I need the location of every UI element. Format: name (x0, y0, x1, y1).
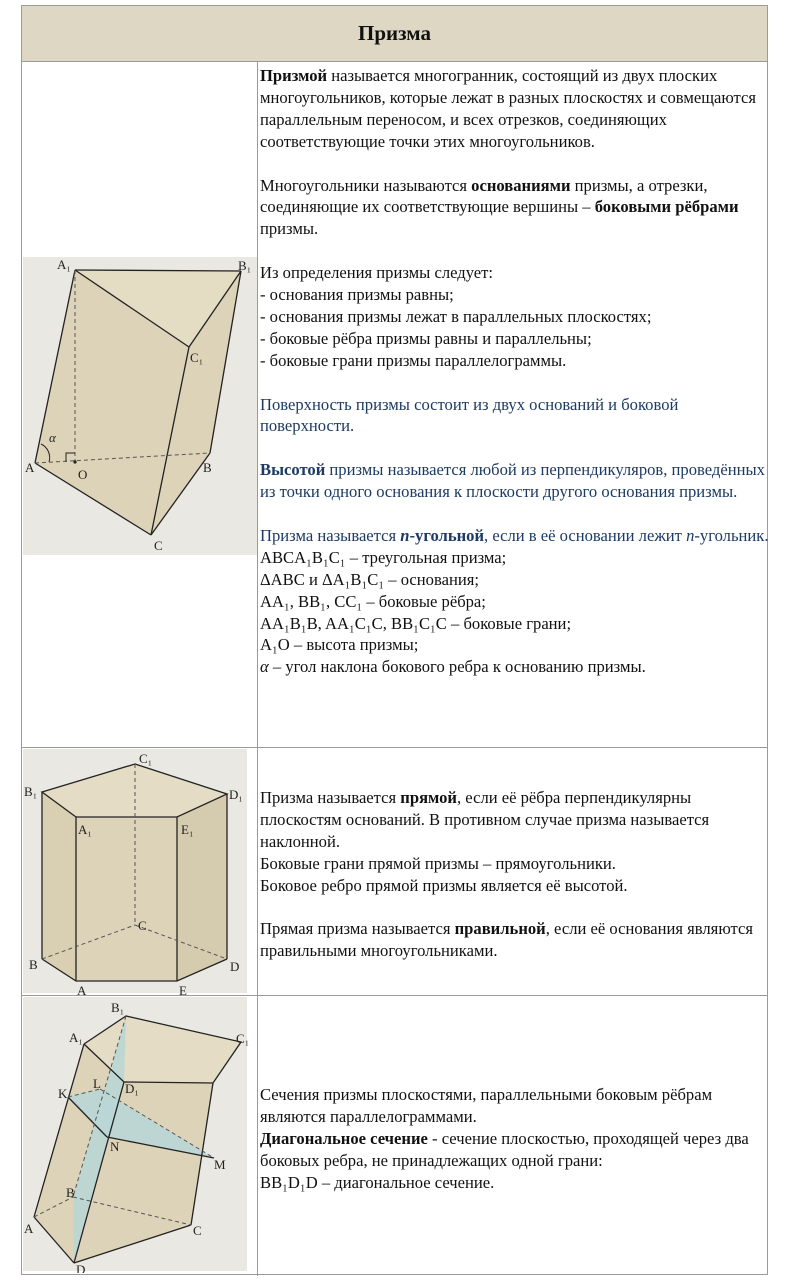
example-line: ΔABC и ΔA₁B₁C₁ – основания; (260, 569, 479, 589)
label-A1: A₁ (57, 257, 71, 272)
label-A: A (77, 983, 87, 995)
label-B: B (66, 1185, 75, 1200)
label-C: C (154, 538, 163, 553)
label-D1: D₁ (125, 1081, 139, 1096)
page-title: Призма (358, 21, 431, 45)
label-K: K (58, 1086, 68, 1101)
label-M: M (214, 1157, 226, 1172)
parallel-sections: Сечения призмы плоскостями, параллельными боковым рёбрам являются параллелограммами. (260, 1085, 713, 1126)
table-header (22, 6, 767, 62)
label-E1: E₁ (181, 822, 194, 837)
sections-figure (23, 997, 249, 1273)
label-C1: C₁ (236, 1031, 249, 1046)
label-C1: C₁ (190, 350, 204, 365)
figure-cell-right-prism (22, 748, 258, 995)
example-line: AA₁, BB₁, CC₁ – боковые рёбра; (260, 591, 486, 611)
right-prism-figure (23, 749, 249, 995)
label-L: L (93, 1076, 101, 1091)
label-D: D (76, 1262, 86, 1273)
right-prism-definition: Призма называется прямой, если её рёбра перпендикулярны плоскостям оснований. В противном случае призма называется наклонной. (260, 788, 710, 851)
property-item: - основания призмы равны; (260, 285, 454, 305)
regular-prism-definition: Прямая призма называется правильной, если её основания являются правильными многоугольниками. (260, 919, 753, 961)
definitions-text (260, 65, 770, 678)
label-A: A (24, 1221, 34, 1236)
label-C: C (193, 1223, 202, 1238)
label-D: D (230, 959, 240, 974)
label-A: A (25, 460, 35, 475)
label-B1: B₁ (111, 1000, 125, 1015)
label-C1: C₁ (139, 751, 153, 766)
label-alpha: α (49, 430, 56, 445)
label-B1: B₁ (238, 258, 252, 273)
label-N: N (110, 1139, 120, 1154)
bases-definition: Многоугольники называются основаниями призмы, а отрезки, соединяющие их соответствующие вершины – боковыми рёбрами призмы. (260, 175, 739, 239)
label-A1: A₁ (69, 1030, 83, 1045)
example-line: ABCA₁B₁C₁ – треугольная призма; (260, 547, 507, 567)
properties-title: Из определения призмы следует: (260, 263, 494, 283)
right-prism-faces: Боковые грани прямой призмы – прямоугольники. (260, 853, 616, 873)
label-B: B (29, 957, 38, 972)
oblique-prism-figure (23, 257, 259, 557)
diagonal-section-definition: Диагональное сечение - сечение плоскостью, проходящей через два боковых ребра, не принадлежащих одной грани: (260, 1128, 749, 1170)
label-E: E (179, 983, 187, 995)
example-line: A₁O – высота призмы; (260, 635, 419, 655)
prism-definition: Призмой называется многогранник, состоящий из двух плоских многоугольников, которые лежат в разных плоскостях и совмещаются параллельным переносом, и всех отрезков, соединяющих соответствующие точки этих многоугольников. (260, 66, 756, 151)
prism-table (21, 5, 768, 1275)
example-line: AA₁B₁B, AA₁C₁C, BB₁C₁C – боковые грани; (260, 613, 572, 633)
label-D1: D₁ (229, 787, 243, 802)
right-prism-text (260, 787, 770, 962)
sections-text (260, 1084, 770, 1194)
height-definition: Высотой призмы называется любой из перпендикуляров, проведённых из точки одного основания к плоскости другого основания призмы. (260, 460, 765, 502)
label-O: O (78, 467, 88, 482)
property-item: - боковые грани призмы параллелограммы. (260, 350, 567, 370)
right-prism-edge: Боковое ребро прямой призмы является её высотой. (260, 875, 628, 895)
diagonal-section-example: BB₁D₁D – диагональное сечение. (260, 1172, 495, 1192)
property-item: - боковые рёбра призмы равны и параллельны; (260, 328, 592, 348)
label-B: B (203, 460, 212, 475)
label-A1: A₁ (78, 822, 92, 837)
figure-cell-sections (22, 996, 258, 1276)
figure-cell-oblique-prism (22, 62, 258, 747)
property-item: - основания призмы лежат в параллельных плоскостях; (260, 306, 652, 326)
surface-text: Поверхность призмы состоит из двух оснований и боковой поверхности. (260, 394, 679, 436)
alpha-line: α – угол наклона бокового ребра к основанию призмы. (260, 657, 646, 677)
label-B1: B₁ (24, 784, 38, 799)
label-C: C (138, 918, 147, 933)
ngon-definition: Призма называется n-угольной, если в её основании лежит n-угольник. (260, 525, 769, 545)
